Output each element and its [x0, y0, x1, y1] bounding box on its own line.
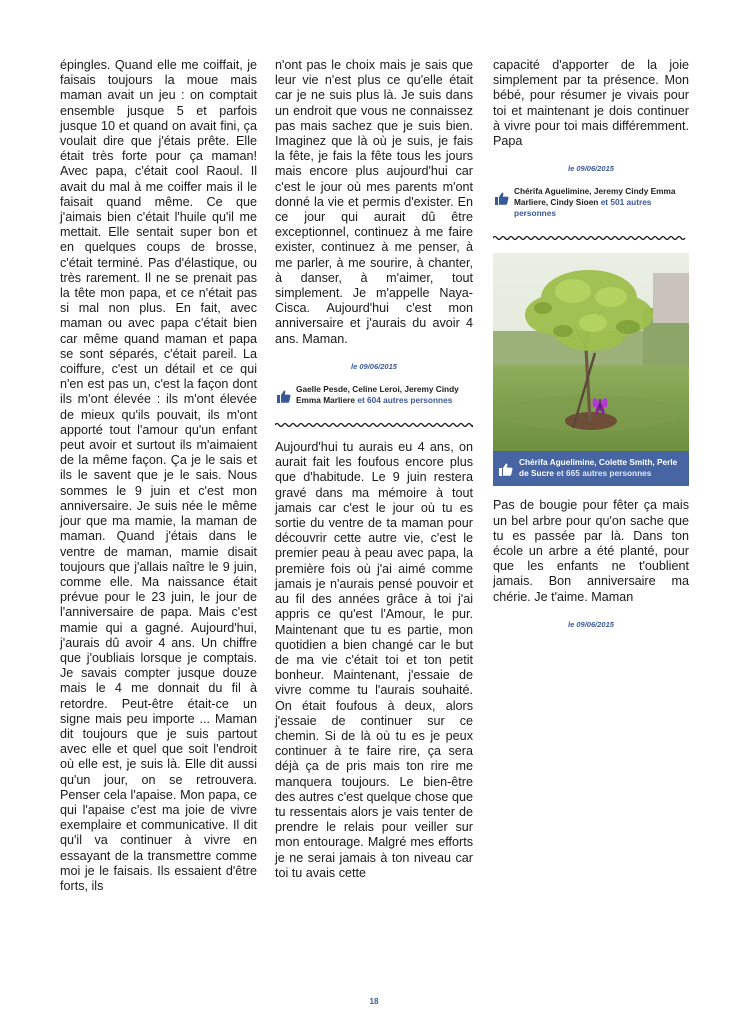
- thumbs-up-icon: [499, 463, 513, 476]
- likes-names: Gaelle Pesde, Celine Leroi, Jeremy Cindy Emma Marliere: [296, 384, 459, 406]
- likes-block: [277, 384, 473, 406]
- likes-names: Chérifa Aguelimine, Jeremy Cindy Emma Marliere, Cindy Sioen: [514, 186, 676, 208]
- thumbs-up-icon: [277, 390, 291, 403]
- likes-text: [514, 186, 689, 219]
- tree-photo: [493, 253, 689, 451]
- wavy-divider: [493, 235, 689, 241]
- column-2: [275, 58, 473, 881]
- photo-likes-bar: [493, 451, 689, 486]
- wavy-divider: [275, 422, 473, 428]
- post-date: le 09/06/2015: [568, 619, 614, 629]
- likes-others-link[interactable]: et 604 autres personnes: [357, 395, 453, 406]
- post-date: le 09/06/2015: [568, 164, 614, 174]
- likes-others-link[interactable]: et 665 autres personnes: [556, 468, 652, 479]
- likes-names: Chérifa Aguelimine, Colette Smith, Perle de Sucre: [519, 457, 678, 479]
- tree-photo-card: [493, 253, 689, 486]
- column-3-text-bottom: Pas de bougie pour fêter ça mais un bel arbre pour qu'on sache que tu es passée par là. Dans ton école un arbre a été planté, pour que les enfants ne t'oublient jamais. Bon anniversaire ma chérie. Je t'aime. Maman: [493, 498, 689, 604]
- likes-text: [519, 457, 683, 479]
- column-1: [60, 58, 257, 894]
- column-2-text-top: n'ont pas le choix mais je sais que leur vie n'est plus ce qu'elle était car je ne suis plus là. Je suis dans un endroit que vous ne connaissez pas mais sachez que je suis bien. Imaginez que là où je suis, je fais la fête, je fais la fête tous les jours mais encore plus aujourd'hui car c'est le jour où mes parents m'ont donné la vie et permis d'exister. En ce jour qui aurait dû être exceptionnel, continuez à me faire exister, continuez à me penser, à me parler, à me sourire, à chanter, à danser, à m'aimer, tout simplement. Je m'appelle Naya-Cisca. Aujourd'hui c'est mon anniversaire et j'aurais du avoir 4 ans. Maman.: [275, 58, 473, 346]
- likes-others-link[interactable]: et 501 autres personnes: [514, 197, 652, 219]
- column-2-text-bottom: Aujourd'hui tu aurais eu 4 ans, on aurait fait les foufous encore plus que d'habitude. Le 9 juin restera gravé dans ma mémoire à tout jamais car c'est le jour où tu es sortie du ventre de ta maman pour découvrir cette autre vie, c'est le premier peau à peau avec papa, la première fois où j'ai aimé comme jamais je n'aurais pensé pouvoir et au fil des années grâce à toi j'ai appris ce qu'est l'Amour, le pur. Maintenant que tu es partie, mon quotidien a bien changé car le but de ma vie c'était toi et ton petit bonheur. Maintenant, j'essaie de vivre comme tu l'aurais souhaité. On était foufous à deux, alors j'essaie de continuer sur ce chemin. Si de là où tu es je peux continuer à te faire rire, ça sera déjà ça de pris mais ton rire me manquera toujours. Le bien-être des autres c'est quelque chose que tu ressentais alors je vais tenter de prendre le relais pour veiller sur mon entourage. Malgré mes efforts je ne serai jamais à ton niveau car toi tu avais cette: [275, 440, 473, 880]
- column-1-text: épingles. Quand elle me coiffait, je faisais toujours la moue mais maman avait un jeu : on comptait ensemble jusque 5 et parfois jusque 10 et quand on avait fini, ça voulait dire que j'étais prête. Elle était très forte pour ça maman! Avec papa, c'était cool Raoul. Il avait du mal à me coiffer mais il le faisait quand même. Ce que j'aimais bien c'était l'huile qu'il me mettait. Elle sentait super bon et en quelques coups de brosse, c'était terminé. Pas d'élastique, ou très rarement. Il ne se prenait pas la tête mon papa, et ce n'était pas si mal non plus. En fait, avec maman ou avec papa c'était bien car même quand maman et papa se sont séparés, c'était pareil. La coiffure, c'est un détail et ce qui n'en est pas un, c'est la façon dont ils m'ont élevée : ils m'ont élevée de mieux qu'ils pouvait, ils m'ont apporté tout l'amour qu'un enfant peut avoir et surtout ils m'aimaient de la même façon. Ça je le sais et ils le savent que je le sais. Nous sommes le 9 juin et c'est mon anniversaire. Je suis née le même jour que ma mamie, la maman de maman. Quand j'étais dans le ventre de maman, mamie disait toujours que j'allais naître le 9 juin, comme elle. Ma naissance était prévue pour le 23 juin, le jour de l'anniversaire de papa. Mais c'est mamie qui a gagné. Aujourd'hui, j'aurais dû avoir 4 ans. Un chiffre que j'oubliais lorsque je comptais. Je savais compter jusque douze mais le 4 me donnait du fil à retordre. Peut-être était-ce un signe mais peu importe ... Maman dit toujours que je suis partout avec elle et quel que soit l'endroit où elle est, je suis là. Elle dit aussi qu'un jour, on se retrouvera. Penser cela l'apaise. Mon papa, ce qui l'apaise c'est ma joie de vivre exemplaire et communicative. Il dit qu'il va continuer à vivre en essayant de la transmettre comme moi je le faisais. Ils essaient d'être forts, ils: [60, 58, 257, 893]
- thumbs-up-icon: [495, 192, 509, 205]
- likes-block: [495, 186, 689, 219]
- likes-text: [296, 384, 473, 406]
- column-3: [493, 58, 689, 642]
- page-number: 18: [369, 997, 379, 1006]
- post-date: le 09/06/2015: [351, 361, 397, 371]
- column-3-text-top: capacité d'apporter de la joie simplement par ta présence. Mon bébé, pour résumer je vivais pour toi et maintenant je dois continuer à vivre pour toi mais différemment. Papa: [493, 58, 689, 149]
